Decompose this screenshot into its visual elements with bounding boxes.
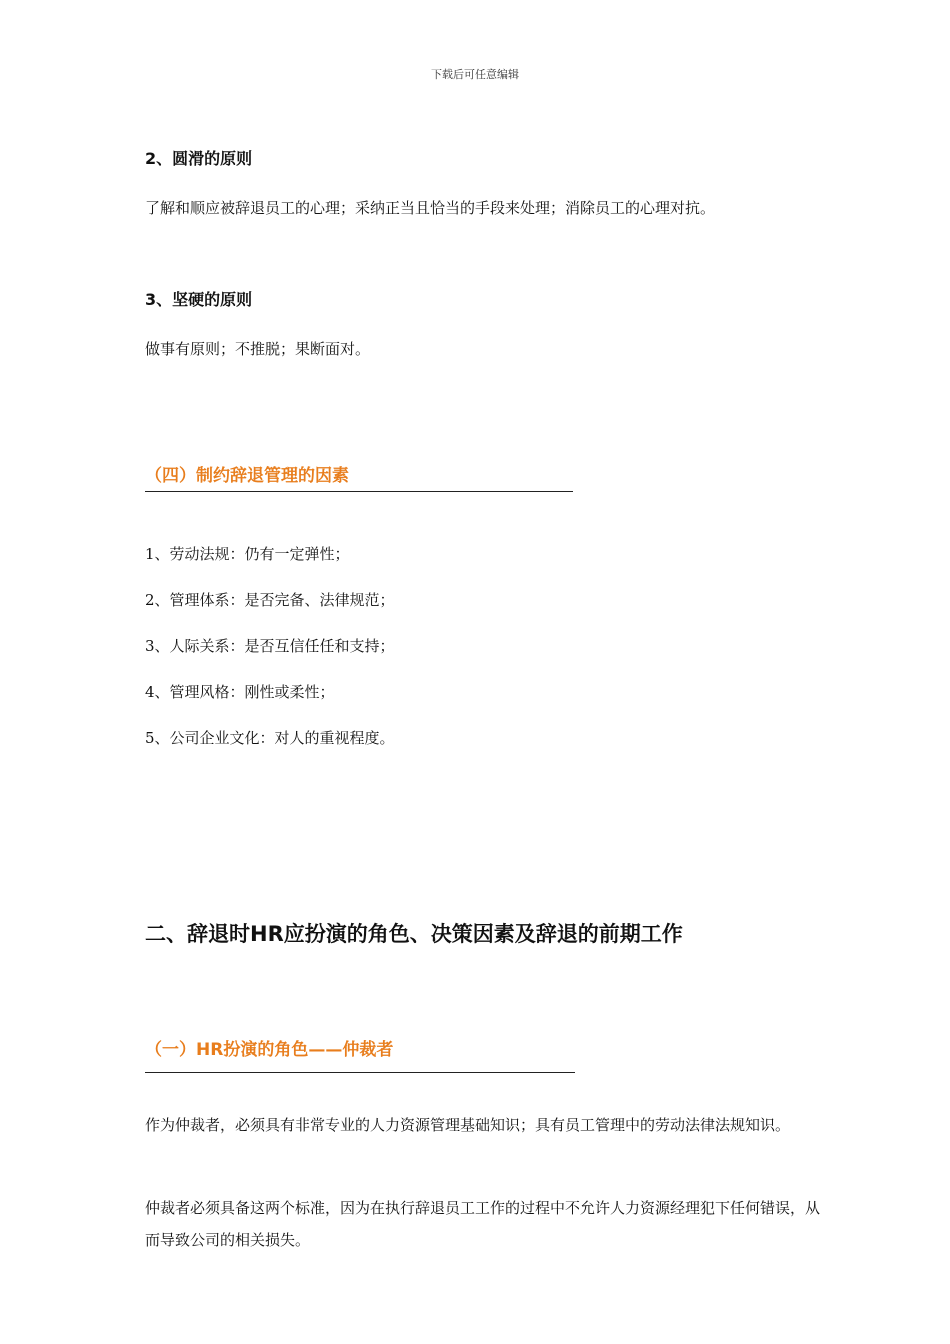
- section-text-smooth: 了解和顺应被辞退员工的心理；采纳正当且恰当的手段来处理；消除员工的心理对抗。: [145, 199, 716, 217]
- factors-heading: （四）制约辞退管理的因素: [145, 466, 349, 486]
- section-text-firm: 做事有原则；不推脱；果断面对。: [145, 340, 371, 358]
- factor-item: 3、人际关系：是否互信任任和支持；: [145, 637, 395, 655]
- section-heading-smooth: 2、圆滑的原则: [145, 149, 253, 168]
- factor-item: 2、管理体系：是否完备、法律规范；: [145, 591, 395, 609]
- factors-heading-underline: [145, 491, 573, 492]
- role-heading-underline: [145, 1072, 575, 1073]
- role-paragraph-1: 作为仲裁者，必须具有非常专业的人力资源管理基础知识；具有员工管理中的劳动法律法规知识。: [145, 1116, 791, 1134]
- role-heading: （一）HR扮演的角色——仲裁者: [145, 1040, 394, 1060]
- role-paragraph-2: 仲裁者必须具备这两个标准，因为在执行辞退员工工作的过程中不允许人力资源经理犯下任何错误，从而导致公司的相关损失。: [145, 1199, 821, 1249]
- factor-item: 1、劳动法规：仍有一定弹性；: [145, 545, 350, 563]
- factor-item: 4、管理风格：刚性或柔性；: [145, 683, 335, 701]
- section-heading-firm: 3、坚硬的原则: [145, 290, 253, 309]
- chapter-heading: 二、辞退时HR应扮演的角色、决策因素及辞退的前期工作: [145, 922, 683, 946]
- page-header: 下载后可任意编辑: [431, 68, 519, 81]
- factor-item: 5、公司企业文化：对人的重视程度。: [145, 729, 395, 747]
